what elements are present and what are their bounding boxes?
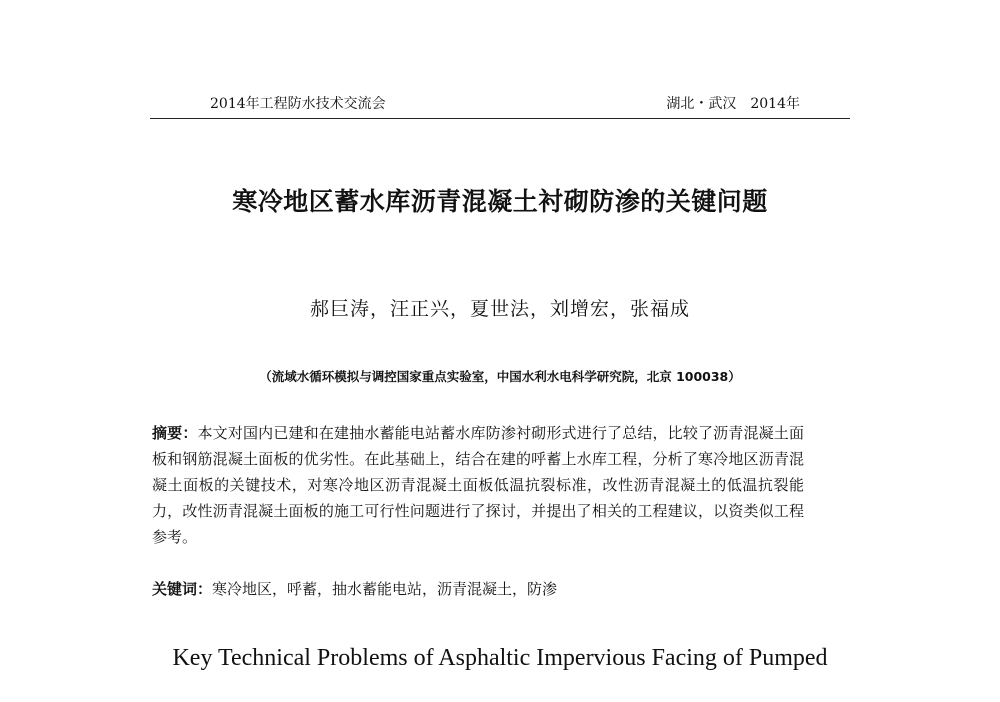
- english-title: Key Technical Problems of Asphaltic Impervious Facing of Pumped: [172, 645, 828, 671]
- keywords: [152, 577, 804, 601]
- location-date-header: 湖北・武汉 2014年: [666, 96, 800, 112]
- header-rule: [150, 118, 850, 119]
- conference-header: 2014年工程防水技术交流会: [210, 96, 386, 112]
- paper-title: 寒冷地区蓄水库沥青混凝土衬砌防渗的关键问题: [232, 187, 768, 216]
- keywords-label: 关键词：: [152, 580, 213, 598]
- abstract-text: 本文对国内已建和在建抽水蓄能电站蓄水库防渗衬砌形式进行了总结，比较了沥青混凝土面板和钢筋混凝土面板的优劣性。在此基础上，结合在建的呼蓄上水库工程，分析了寒冷地区沥青混凝土面板的关键技术，对寒冷地区沥青混凝土面板低温抗裂标准，改性沥青混凝土的低温抗裂能力，改性沥青混凝土面板的施工可行性问题进行了探讨，并提出了相关的工程建议，以资类似工程参考。: [152, 424, 804, 546]
- keywords-text: 寒冷地区，呼蓄，抽水蓄能电站，沥青混凝土，防渗: [212, 580, 558, 598]
- abstract-label: 摘要：: [152, 424, 198, 442]
- author-list: 郝巨涛，汪正兴，夏世法，刘增宏，张福成: [309, 298, 690, 320]
- author-affiliation: （流域水循环模拟与调控国家重点实验室，中国水利水电科学研究院，北京 100038）: [259, 369, 741, 384]
- abstract: [152, 420, 804, 550]
